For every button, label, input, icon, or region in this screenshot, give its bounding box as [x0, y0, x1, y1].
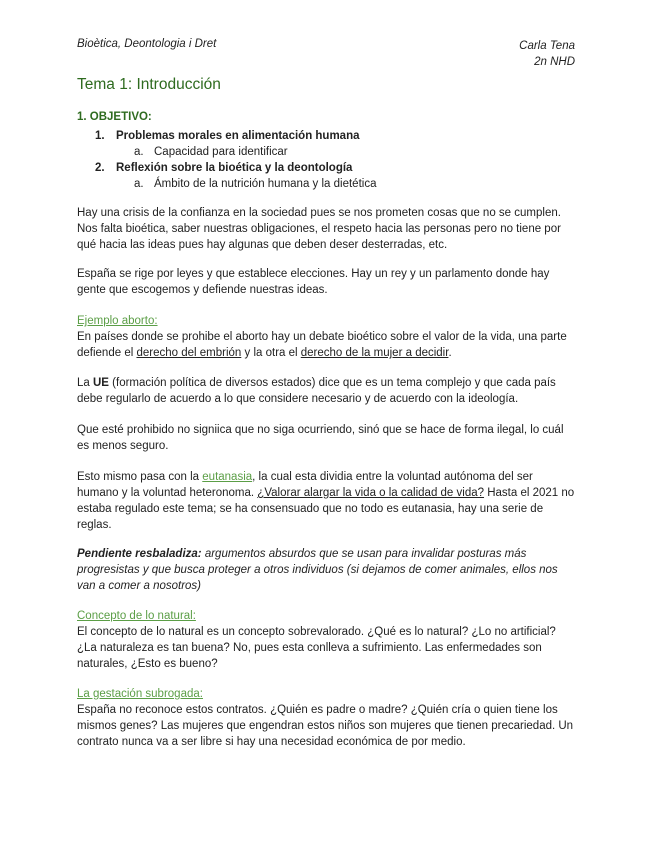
list-subitem — [77, 176, 575, 192]
sub-label: Capacidad para identificar — [154, 146, 288, 158]
gestacion-heading[interactable]: La gestación subrogada: — [77, 688, 203, 700]
paragraph-pendiente: Pendiente resbaladiza: argumentos absurdos que se usan para invalidar posturas más progresistas y que busca proteger a otros individuos (si dejamos de comer animales, ellos nos van a comer a nosotros) — [77, 548, 558, 592]
list-number: 2. — [95, 162, 105, 174]
list-label: Reflexión sobre la bioética y la deontología — [116, 162, 353, 174]
eutanasia-link[interactable]: eutanasia — [202, 471, 253, 483]
paragraph-eutanasia: Esto mismo pasa con la eutanasia, la cual esta dividia entre la voluntad autónoma del ser humano y la voluntad heteronoma. ¿Valorar alargar la vida o la calidad de vida? Hasta el 2021 no estaba regulado este tema; se ha consensuado que no todo es eutanasia, hay una serie de reglas. — [77, 471, 575, 531]
section-aborto — [77, 313, 577, 361]
list-subitem — [77, 144, 575, 160]
paragraph-spain: España se rige por leyes y que establece elecciones. Hay un rey y un parlamento donde hay gente que escogemos y defiende nuestras ideas. — [77, 268, 550, 296]
paragraph-ue: La UE (formación política de diversos estados) dice que es un tema complejo y que cada país debe regularlo de acuerdo a lo que considere necesario y de acuerdo con la ideología. — [77, 377, 556, 405]
section-gestacion — [77, 686, 577, 750]
author-group: 2n NHD — [534, 56, 575, 68]
objective-list — [77, 128, 575, 192]
sub-letter: a. — [134, 178, 144, 190]
question-underlined: ¿Valorar alargar la vida o la calidad de vida? — [257, 487, 485, 499]
woman-right-link: derecho de la mujer a decidir — [300, 347, 449, 359]
embryo-right-link: derecho del embrión — [136, 347, 242, 359]
course-name: Bioètica, Deontologia i Dret — [77, 38, 217, 50]
pendiente-term: Pendiente resbaladiza: — [77, 548, 202, 560]
author-name: Carla Tena — [519, 40, 575, 52]
aborto-text: En países donde se prohibe el aborto hay un debate bioético sobre el valor de la vida, una parte defiende el derecho del embrión y la otra el derecho de la mujer a decidir. — [77, 331, 567, 359]
section-natural — [77, 608, 577, 672]
list-item — [77, 128, 575, 144]
objective-heading: 1. OBJETIVO: — [77, 111, 152, 123]
sub-letter: a. — [134, 146, 144, 158]
list-item — [77, 160, 575, 176]
author-block — [519, 38, 575, 70]
paragraph-prohibido: Que esté prohibido no signiica que no siga ocurriendo, sinó que se hace de forma ilegal, lo cuál es menos seguro. — [77, 424, 564, 452]
natural-heading[interactable]: Concepto de lo natural: — [77, 610, 196, 622]
ue-acronym: UE — [93, 377, 109, 389]
aborto-heading[interactable]: Ejemplo aborto: — [77, 315, 158, 327]
gestacion-text: España no reconoce estos contratos. ¿Quién es padre o madre? ¿Quién cría o quien tiene los mismos genes? Las mujeres que engendran estos niños son mujeres que tienen precariedad. Un contrato nunca va a ser libre si hay una necesidad económica de por medio. — [77, 704, 574, 748]
list-label: Problemas morales en alimentación humana — [116, 130, 360, 142]
page-title: Tema 1: Introducción — [77, 76, 221, 93]
paragraph-crisis: Hay una crisis de la confianza en la sociedad pues se nos prometen cosas que no se cumplen. Nos falta bioética, saber nuestras obligaciones, el respeto hacia las personas pero no tiene por qué hacia las ideas pues hay algunas que deben deser desterradas, etc. — [77, 207, 561, 251]
natural-text: El concepto de lo natural es un concepto sobrevalorado. ¿Qué es lo natural? ¿Lo no artificial? ¿La naturaleza es tan buena? No, pues esta conlleva a sufrimiento. Las enfermedades son naturales, ¿Esto es bueno? — [77, 626, 556, 670]
list-number: 1. — [95, 130, 105, 142]
sub-label: Ámbito de la nutrición humana y la dietética — [154, 178, 377, 190]
